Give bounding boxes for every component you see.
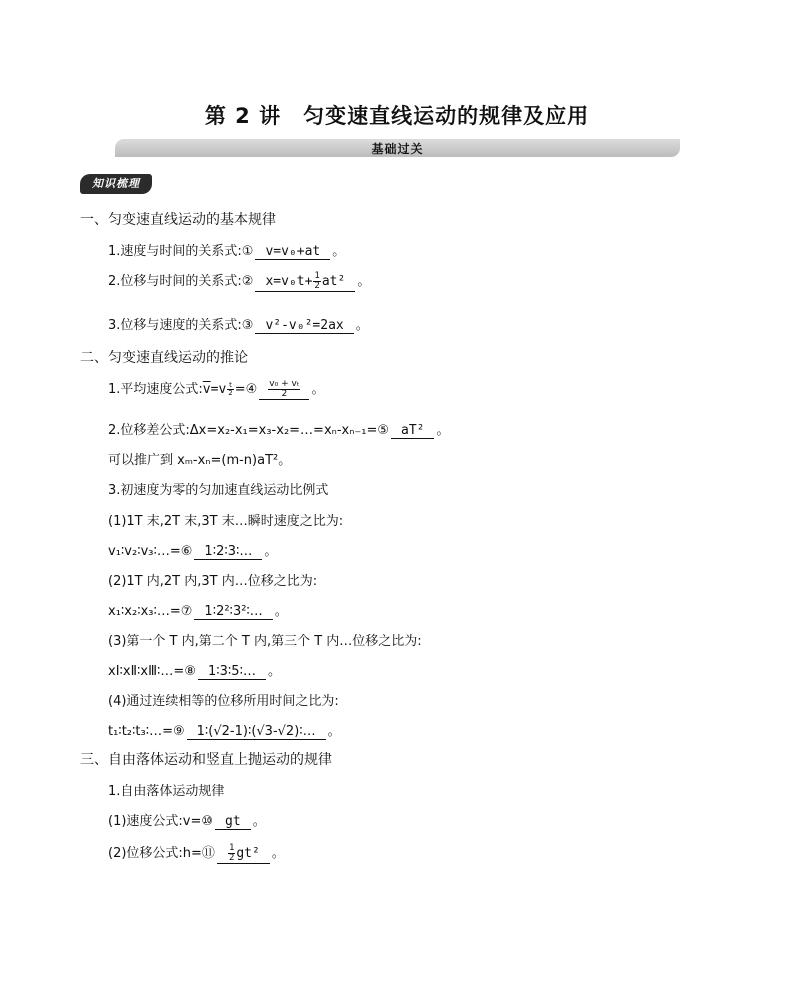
period: 。 bbox=[436, 423, 450, 438]
answer-blank-8: 1∶3∶5∶… bbox=[198, 665, 266, 680]
ratio-question-4: (4)通过连续相等的位移所用时间之比为: bbox=[108, 694, 339, 709]
formula-label: x₁∶x₂∶x₃∶…=⑦ bbox=[108, 604, 193, 619]
formula-label: 2.位移差公式:Δx=x₂-x₁=x₃-x₂=…=xₙ-xₙ₋₁=⑤ bbox=[108, 423, 389, 438]
subheading-free-fall: 1.自由落体运动规律 bbox=[108, 784, 225, 799]
ratio-answer-2 bbox=[108, 600, 288, 620]
period: 。 bbox=[267, 664, 281, 679]
formula-label: t₁∶t₂∶t₃∶…=⑨ bbox=[108, 724, 185, 739]
formula-label: 1.速度与时间的关系式:① bbox=[108, 244, 254, 259]
subheading-ratio: 3.初速度为零的匀加速直线运动比例式 bbox=[108, 483, 329, 498]
period: 。 bbox=[311, 382, 325, 397]
ratio-answer-3 bbox=[108, 660, 281, 680]
formula-label: (1)速度公式:v=⑩ bbox=[108, 814, 214, 829]
answer-blank-7: 1∶2²∶3²∶… bbox=[194, 605, 272, 620]
subscript-fraction: $\frac{t}{2}$ bbox=[228, 381, 233, 397]
answer-blank-1: v=v₀+at bbox=[255, 245, 330, 260]
period: 。 bbox=[274, 604, 288, 619]
answer-blank-10: gt bbox=[215, 815, 251, 830]
ratio-question-2: (2)1T 内,2T 内,3T 内…位移之比为: bbox=[108, 574, 318, 589]
section-banner bbox=[115, 139, 680, 157]
formula-label: 2.位移与时间的关系式:② bbox=[108, 274, 254, 289]
knowledge-badge: 知识梳理 bbox=[80, 174, 152, 194]
ratio-question-3: (3)第一个 T 内,第二个 T 内,第三个 T 内…位移之比为: bbox=[108, 634, 422, 649]
period: 。 bbox=[264, 544, 278, 559]
answer-blank-2: x=v₀t+ $\frac{1}{2}$ at² bbox=[255, 272, 355, 292]
answer-blank-6: 1∶2∶3∶… bbox=[194, 545, 262, 560]
period: 。 bbox=[327, 724, 341, 739]
formula-label: 3.位移与速度的关系式:③ bbox=[108, 318, 254, 333]
page-title: 第 2 讲 匀变速直线运动的规律及应用 bbox=[204, 104, 590, 128]
formula-label: (2)位移公式:h=⑪ bbox=[108, 846, 215, 861]
formula-average-velocity: 1.平均速度公式$:\overline{v}=v$ $\frac{t}{2}$ =④ $\frac{\text{v₀ + vₜ}}{2}$ 。 bbox=[108, 379, 325, 399]
fraction: $\frac{1}{2}$ bbox=[228, 843, 235, 863]
formula-free-fall-displacement bbox=[108, 842, 285, 864]
formula-displacement-time bbox=[108, 270, 370, 292]
answer-blank-3: v²-v₀²=2ax bbox=[255, 319, 353, 334]
period: 。 bbox=[332, 244, 346, 259]
formula-free-fall-velocity bbox=[108, 810, 266, 830]
section-banner-label: 基础过关 bbox=[371, 142, 424, 156]
period: 。 bbox=[271, 846, 285, 861]
period: 。 bbox=[357, 274, 371, 289]
section-heading-2: 二、匀变速直线运动的推论 bbox=[80, 350, 248, 366]
formula-displacement-velocity bbox=[108, 314, 369, 334]
formula-label: xⅠ∶xⅡ∶xⅢ∶…=⑧ bbox=[108, 664, 196, 679]
formula-displacement-difference bbox=[108, 419, 450, 439]
ratio-question-1: (1)1T 末,2T 末,3T 末…瞬时速度之比为: bbox=[108, 514, 344, 529]
ratio-answer-1 bbox=[108, 540, 277, 560]
answer-blank-5: aT² bbox=[391, 424, 434, 439]
generalization-line: 可以推广到 xₘ-xₙ=(m-n)aT²。 bbox=[108, 453, 292, 468]
period: 。 bbox=[355, 318, 369, 333]
fraction: $\frac{1}{2}$ bbox=[314, 271, 320, 291]
ratio-answer-4 bbox=[108, 720, 341, 740]
answer-blank-9: 1∶(√2-1)∶(√3-√2)∶… bbox=[187, 725, 326, 740]
section-heading-3: 三、自由落体运动和竖直上抛运动的规律 bbox=[80, 752, 332, 768]
formula-label: v₁∶v₂∶v₃∶…=⑥ bbox=[108, 544, 193, 559]
answer-blank-11: $\frac{1}{2}$ gt² bbox=[217, 844, 270, 864]
period: 。 bbox=[252, 814, 266, 829]
section-heading-1: 一、匀变速直线运动的基本规律 bbox=[80, 212, 276, 228]
formula-label: 1.平均速度公式: bbox=[108, 382, 203, 397]
fraction: $\frac{\text{v₀ + vₜ}}{2}$ bbox=[269, 379, 300, 399]
answer-blank-4 bbox=[259, 380, 309, 400]
formula-velocity-time bbox=[108, 240, 345, 260]
